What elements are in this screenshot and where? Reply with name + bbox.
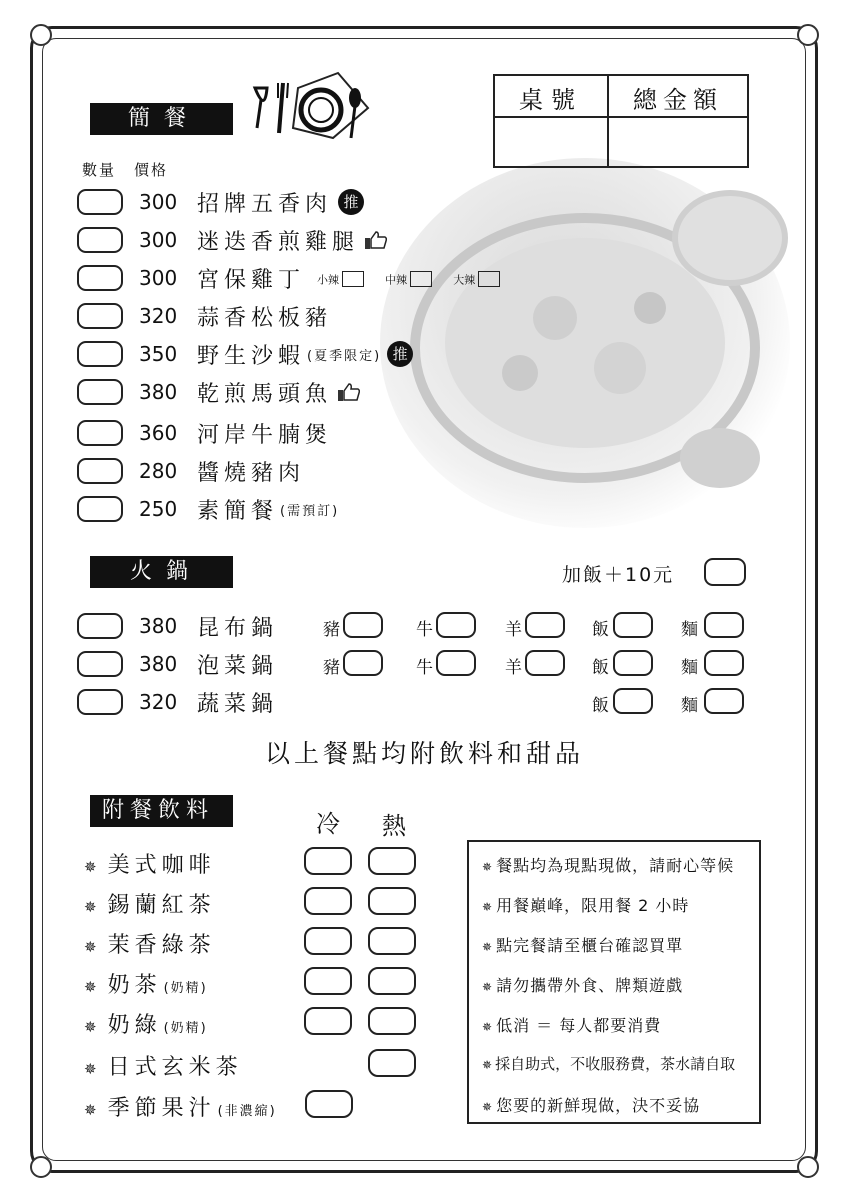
quantity-box[interactable] [77,303,123,329]
corner-ornament [30,1156,52,1178]
bullet-icon: ✵ [84,898,102,916]
quantity-box[interactable] [77,420,123,446]
rule-text: 您要的新鮮現做，決不妥協 [496,1096,701,1115]
quantity-box[interactable] [77,227,123,253]
option-pork-label: 豬 [323,658,340,678]
section-header-drinks: 附餐飲料 [90,795,233,827]
quantity-box[interactable] [77,458,123,484]
hot-checkbox[interactable] [368,887,416,915]
bullet-icon: ✵ [84,1101,102,1119]
table-number-field[interactable] [497,120,605,164]
option-lamb-label: 羊 [505,620,522,640]
bullet-icon: ✵ [482,860,494,874]
menu-row [77,225,387,255]
menu-row [77,377,360,407]
total-amount-field[interactable] [611,120,745,164]
item-price: 300 [139,228,178,252]
drink-item [84,1050,243,1081]
item-name: 宮保雞丁 [197,267,306,293]
menu-row [77,339,413,369]
drink-item [84,968,208,999]
rule-text: 餐點均為現點現做，請耐心等候 [496,856,735,875]
item-name: 醬燒豬肉 [197,460,306,486]
quantity-box[interactable] [77,651,123,677]
rule-text: 採自助式，不收服務費，茶水請自取 [495,1055,736,1073]
spice-hot-checkbox[interactable] [478,271,500,287]
item-name: 野生沙蝦 [197,343,306,369]
option-beef-checkbox[interactable] [436,650,476,676]
item-price: 380 [139,380,178,404]
rule-text: 點完餐請至櫃台確認買單 [496,936,684,955]
option-beef-label: 牛 [416,658,433,678]
rule-text: 請勿攜帶外食、牌類遊戲 [496,976,684,995]
bullet-icon: ✵ [84,858,102,876]
option-pork-checkbox[interactable] [343,650,383,676]
rule-item [482,1053,735,1074]
menu-row [77,418,332,448]
spice-medium-checkbox[interactable] [410,271,432,287]
table-number-label: 桌號 [519,86,583,114]
drink-note: (奶精) [163,1021,208,1036]
quantity-box[interactable] [77,265,123,291]
option-lamb-label: 羊 [505,658,522,678]
option-noodle-checkbox[interactable] [704,612,744,638]
option-lamb-checkbox[interactable] [525,612,565,638]
item-name: 河岸牛腩煲 [197,422,333,448]
option-noodle-checkbox[interactable] [704,650,744,676]
thumbs-up-icon [338,383,360,401]
bullet-icon: ✵ [84,1018,102,1036]
item-price: 320 [139,690,178,714]
rule-item [482,1013,661,1036]
qty-column-label: 數量 [82,161,117,179]
item-price: 250 [139,497,178,521]
item-name: 素簡餐 [197,498,279,524]
cold-checkbox[interactable] [304,1007,352,1035]
quantity-box[interactable] [77,189,123,215]
total-amount-label: 總金額 [633,86,723,114]
spice-medium-label: 中辣 [385,273,408,286]
option-beef-label: 牛 [416,620,433,640]
cold-checkbox[interactable] [304,887,352,915]
hot-column-label: 熱 [382,812,406,840]
hot-checkbox[interactable] [368,1007,416,1035]
item-name: 昆布鍋 [197,615,279,641]
item-price: 350 [139,342,178,366]
option-noodle-label: 麵 [681,658,698,678]
spice-hot-label: 大辣 [453,273,476,286]
item-price: 360 [139,421,178,445]
hot-checkbox[interactable] [368,1049,416,1077]
option-pork-label: 豬 [323,620,340,640]
option-rice-label: 飯 [592,658,609,678]
item-price: 380 [139,652,178,676]
quantity-box[interactable] [77,689,123,715]
drink-item [84,888,216,919]
drink-item [84,928,216,959]
option-rice-checkbox[interactable] [613,612,653,638]
cold-checkbox[interactable] [304,967,352,995]
bullet-icon: ✵ [482,1058,493,1072]
spice-mild-checkbox[interactable] [342,271,364,287]
recommend-badge: 推 [387,341,413,367]
menu-row [77,301,332,331]
item-name: 招牌五香肉 [197,191,333,217]
menu-row [77,187,364,217]
hotpot-photo [380,158,790,528]
item-note: (夏季限定) [307,348,382,364]
menu-row [77,456,305,486]
drink-name: 茉香綠茶 [107,933,216,958]
option-rice-label: 飯 [592,620,609,640]
item-price: 280 [139,459,178,483]
corner-ornament [30,24,52,46]
option-rice-label: 飯 [592,696,609,716]
bullet-icon: ✵ [482,900,494,914]
quantity-box[interactable] [77,379,123,405]
rule-item [482,1093,700,1116]
option-rice-checkbox[interactable] [613,650,653,676]
item-name: 蒜香松板豬 [197,305,333,331]
rule-text: 用餐巔峰，限用餐 2 小時 [496,896,690,915]
bullet-icon: ✵ [482,1100,494,1114]
bullet-icon: ✵ [84,938,102,956]
item-note: (需預訂) [280,503,340,519]
price-column-label: 價格 [134,161,169,179]
option-beef-checkbox[interactable] [436,612,476,638]
item-price: 300 [139,266,178,290]
drink-name: 季節果汁 [107,1096,216,1121]
section-header-set-meal: 簡餐 [90,103,233,135]
drink-note: (非濃縮) [217,1104,277,1119]
corner-ornament [797,1156,819,1178]
cutlery-illustration [243,68,378,158]
spice-mild-label: 小辣 [317,273,340,286]
section-header-hotpot: 火鍋 [90,556,233,588]
hot-checkbox[interactable] [368,927,416,955]
drink-item [84,1008,208,1039]
item-name: 迷迭香煎雞腿 [197,229,360,255]
rule-text: 低消 ＝ 每人都要消費 [496,1016,662,1035]
add-rice-checkbox[interactable] [704,558,746,586]
drink-name: 美式咖啡 [107,853,216,878]
item-name: 乾煎馬頭魚 [197,381,333,407]
item-name: 蔬菜鍋 [197,691,279,717]
bullet-icon: ✵ [482,1020,494,1034]
cold-checkbox[interactable] [304,847,352,875]
drink-item [84,1091,277,1122]
drink-name: 日式玄米茶 [107,1055,243,1080]
included-note: 以上餐點均附飲料和甜品 [264,739,584,768]
recommend-badge: 推 [338,189,364,215]
rule-item [482,933,683,956]
hotpot-row [77,611,278,641]
juice-checkbox[interactable] [305,1090,353,1118]
item-price: 300 [139,190,178,214]
hotpot-row [77,649,278,679]
option-rice-checkbox[interactable] [613,688,653,714]
hotpot-row [77,687,278,717]
drink-name: 奶茶 [107,973,162,998]
bullet-icon: ✵ [84,978,102,996]
cold-column-label: 冷 [316,810,340,838]
menu-row [77,263,516,293]
drink-note: (奶精) [163,981,208,996]
hot-checkbox[interactable] [368,847,416,875]
quantity-box[interactable] [77,496,123,522]
corner-ornament [797,24,819,46]
quantity-box[interactable] [77,341,123,367]
thumbs-up-icon [365,231,387,249]
option-noodle-label: 麵 [681,696,698,716]
item-name: 泡菜鍋 [197,653,279,679]
rule-item [482,973,683,996]
table-total-box [493,74,749,168]
drink-name: 錫蘭紅茶 [107,893,216,918]
option-noodle-label: 麵 [681,620,698,640]
option-noodle-checkbox[interactable] [704,688,744,714]
bullet-icon: ✵ [84,1060,102,1078]
quantity-box[interactable] [77,613,123,639]
menu-row [77,494,339,524]
drink-name: 奶綠 [107,1013,162,1038]
item-price: 380 [139,614,178,638]
bullet-icon: ✵ [482,940,494,954]
item-price: 320 [139,304,178,328]
add-rice-label: 加飯＋10元 [562,564,675,586]
option-pork-checkbox[interactable] [343,612,383,638]
drink-item [84,848,216,879]
rule-item [482,893,689,916]
cold-checkbox[interactable] [304,927,352,955]
hot-checkbox[interactable] [368,967,416,995]
bullet-icon: ✵ [482,980,494,994]
rule-item [482,853,734,876]
option-lamb-checkbox[interactable] [525,650,565,676]
